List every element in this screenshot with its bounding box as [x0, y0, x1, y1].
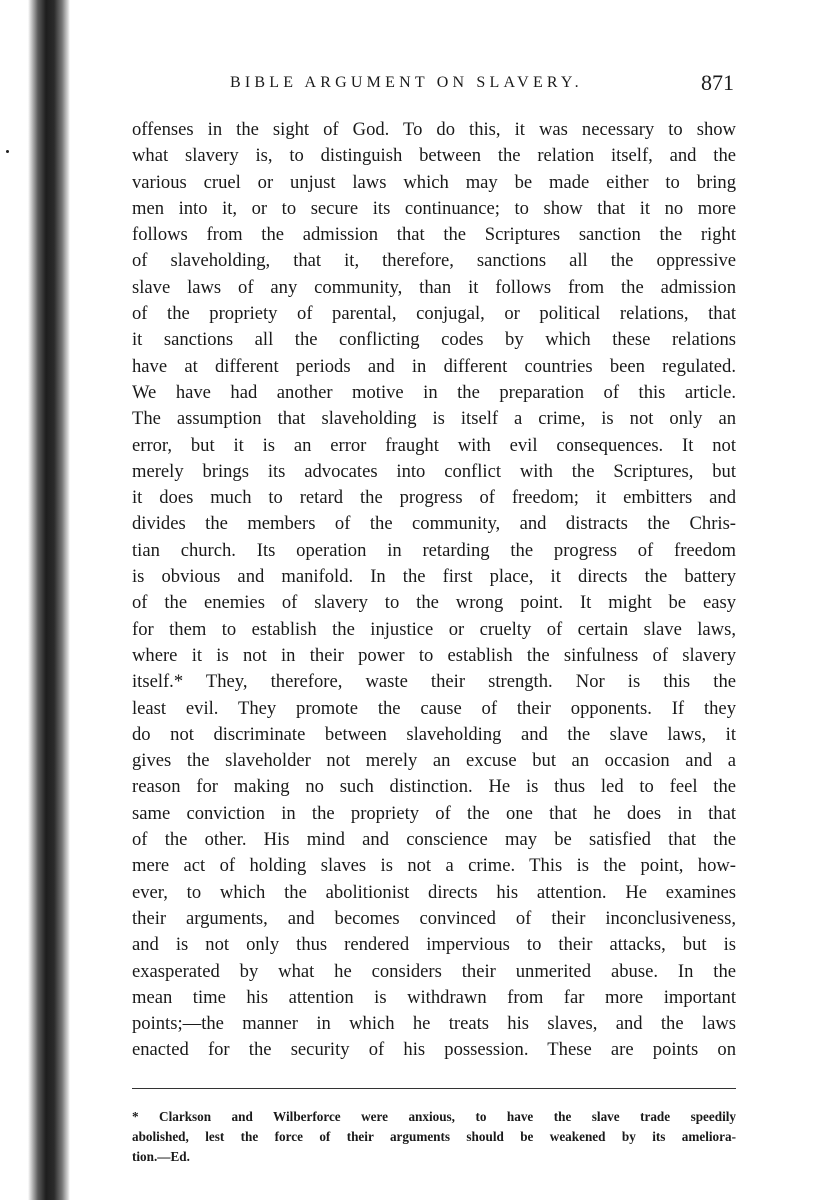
- text-line: error, but it is an error fraught with evil consequences. It not: [132, 434, 736, 456]
- text-line: exasperated by what he considers their unmerited abuse. In the: [132, 960, 736, 982]
- running-head: BIBLE ARGUMENT ON SLAVERY.: [230, 74, 583, 91]
- text-line: divides the members of the community, and distracts the Chris-: [132, 513, 736, 535]
- text-line: it sanctions all the conflicting codes by which these relations: [132, 329, 736, 351]
- text-line: merely brings its advocates into conflict with the Scriptures, but: [132, 460, 736, 482]
- text-line: for them to establish the injustice or cruelty of certain slave laws,: [132, 618, 736, 640]
- text-line: men into it, or to secure its continuance; to show that it no more: [132, 197, 736, 219]
- page-number: 871: [701, 70, 734, 95]
- text-line: We have had another motive in the preparation of this article.: [132, 381, 736, 403]
- text-line: of the enemies of slavery to the wrong point. It might be easy: [132, 592, 736, 614]
- text-line: it does much to retard the progress of freedom; it embitters and: [132, 487, 736, 509]
- text-line: mere act of holding slaves is not a crime. This is the point, how-: [132, 855, 736, 877]
- text-line: various cruel or unjust laws which may be made either to bring: [132, 171, 736, 193]
- text-line: is obvious and manifold. In the first place, it directs the battery: [132, 566, 736, 588]
- footnote-line: tion.—Ed.: [132, 1148, 190, 1164]
- text-line: and is not only thus rendered impervious to their attacks, but is: [132, 934, 736, 956]
- text-line: least evil. They promote the cause of their opponents. If they: [132, 697, 736, 719]
- text-line: of the propriety of parental, conjugal, or political relations, that: [132, 303, 736, 325]
- text-line: where it is not in their power to establish the sinfulness of slavery: [132, 644, 736, 666]
- text-line: itself.* They, therefore, waste their strength. Nor is this the: [132, 671, 736, 693]
- text-line: mean time his attention is withdrawn from far more important: [132, 986, 736, 1008]
- text-line: follows from the admission that the Scriptures sanction the right: [132, 224, 736, 246]
- text-line: of the other. His mind and conscience may be satisfied that the: [132, 829, 736, 851]
- text-line: have at different periods and in different countries been regulated.: [132, 355, 736, 377]
- text-line: their arguments, and becomes convinced of their inconclusiveness,: [132, 907, 736, 929]
- text-line: what slavery is, to distinguish between the relation itself, and the: [132, 145, 736, 167]
- text-line: gives the slaveholder not merely an excuse but an occasion and a: [132, 750, 736, 772]
- text-line: ever, to which the abolitionist directs his attention. He examines: [132, 881, 736, 903]
- footnote-line: abolished, lest the force of their arguments should be weakened by its ameliora-: [132, 1128, 736, 1144]
- margin-speck: [6, 150, 9, 153]
- text-line: tian church. Its operation in retarding the progress of freedom: [132, 539, 736, 561]
- footnote-rule: [132, 1088, 736, 1089]
- footnote-line: * Clarkson and Wilberforce were anxious, to have the slave trade speedily: [132, 1108, 736, 1124]
- text-line: slave laws of any community, than it follows from the admission: [132, 276, 736, 298]
- book-page: [132, 68, 736, 1167]
- text-line: do not discriminate between slaveholding and the slave laws, it: [132, 723, 736, 745]
- text-line: same conviction in the propriety of the one that he does in that: [132, 802, 736, 824]
- text-line: The assumption that slaveholding is itself a crime, is not only an: [132, 408, 736, 430]
- text-line: offenses in the sight of God. To do this, it was necessary to show: [132, 119, 736, 140]
- page-header: [132, 68, 736, 102]
- text-line: enacted for the security of his possession. These are points on: [132, 1039, 736, 1061]
- book-spine-shadow: [0, 0, 70, 1200]
- text-line: points;—the manner in which he treats his slaves, and the laws: [132, 1013, 736, 1035]
- footnote: [132, 1107, 736, 1167]
- body-text: [132, 117, 736, 1064]
- text-line: reason for making no such distinction. He is thus led to feel the: [132, 776, 736, 798]
- text-line: of slaveholding, that it, therefore, sanctions all the oppressive: [132, 250, 736, 272]
